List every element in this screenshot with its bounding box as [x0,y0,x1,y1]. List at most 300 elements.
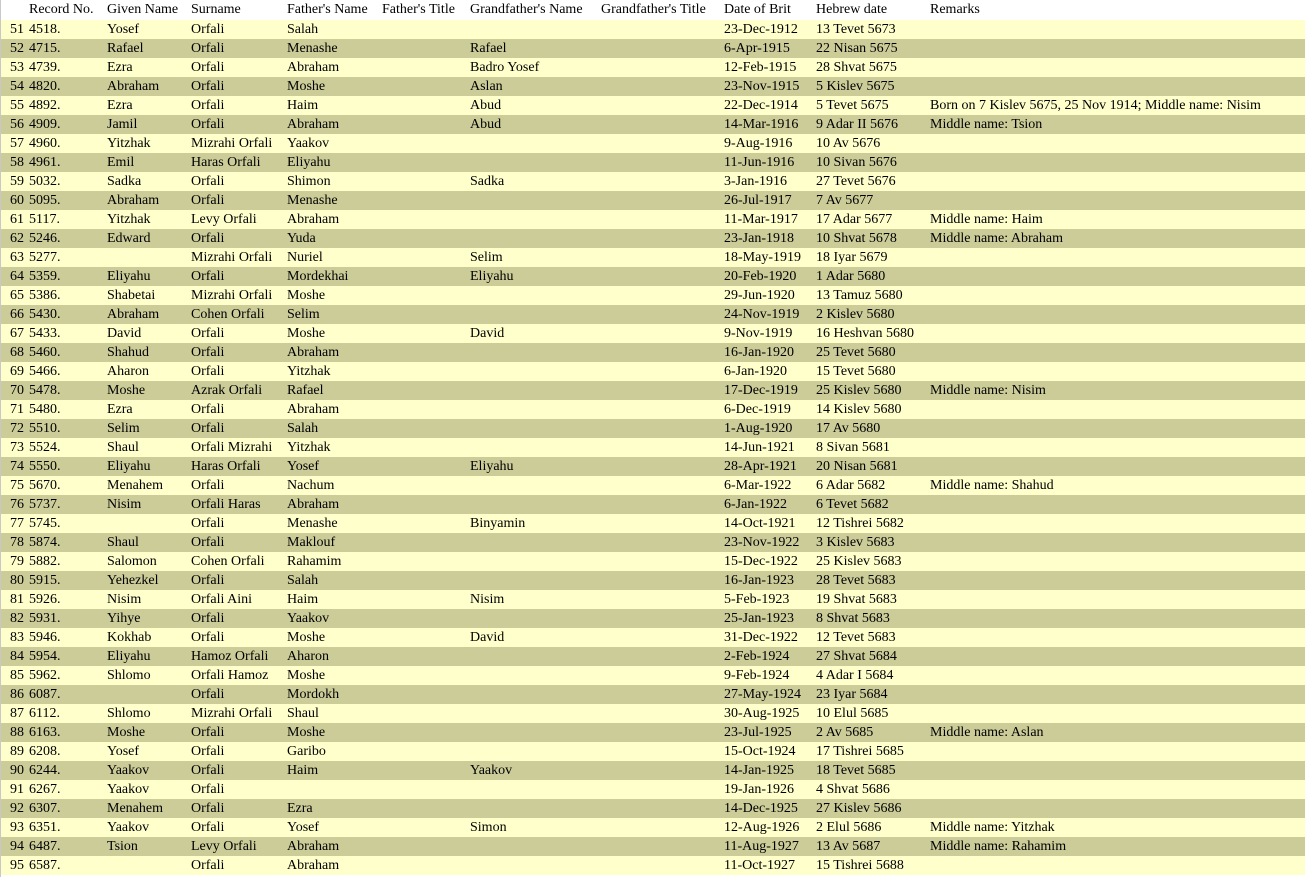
cell-hebrew-date: 10 Elul 5685 [816,706,889,721]
cell-fathers-title [382,286,470,305]
cell-date-of-brit: 14-Oct-1921 [724,516,796,531]
cell-surname: Orfali [191,345,225,360]
cell-surname: Orfali Haras [191,497,261,512]
cell-surname: Cohen Orfali [191,307,265,322]
column-header-grandfathers-title: Grandfather's Title [601,2,706,17]
cell-given-name: Shaul [107,535,139,550]
cell-grandfathers-title [601,666,724,685]
cell-given-name [107,514,191,533]
cell-index: 69 [10,364,24,379]
cell-fathers-name: Haim [287,592,319,607]
table-row [1,286,1305,305]
cell-fathers-title [382,742,470,761]
cell-remarks [930,780,1305,799]
table-row [1,571,1305,590]
cell-index: 67 [10,326,24,341]
table-row [1,153,1305,172]
cell-fathers-name: Menashe [287,41,338,56]
cell-date-of-brit: 9-Aug-1916 [724,136,793,151]
cell-date-of-brit: 6-Dec-1919 [724,402,791,417]
cell-index: 66 [10,307,24,322]
cell-hebrew-date: 25 Tevet 5680 [816,345,896,360]
cell-remarks [930,552,1305,571]
cell-surname: Orfali Hamoz [191,668,269,683]
cell-index: 70 [10,383,24,398]
cell-record-no: 5466. [29,364,61,379]
cell-grandfathers-title [601,590,724,609]
table-row [1,685,1305,704]
cell-fathers-title [382,590,470,609]
cell-grandfathers-name [470,685,601,704]
column-header-grandfathers-name: Grandfather's Name [470,2,583,17]
cell-remarks [930,77,1305,96]
cell-fathers-title [382,818,470,837]
cell-given-name: Yaakov [107,763,150,778]
cell-fathers-name: Moshe [287,630,326,645]
cell-given-name: Yaakov [107,782,150,797]
cell-surname: Orfali [191,611,225,626]
cell-grandfathers-name [470,723,601,742]
cell-index: 85 [10,668,24,683]
cell-grandfathers-title [601,704,724,723]
records-table [1,0,1305,875]
cell-hebrew-date: 15 Tishrei 5688 [816,858,904,873]
cell-index: 80 [10,573,24,588]
cell-record-no: 5931. [29,611,61,626]
cell-hebrew-date: 10 Av 5676 [816,136,881,151]
cell-hebrew-date: 27 Kislev 5686 [816,801,902,816]
cell-fathers-title [382,96,470,115]
cell-given-name: Aharon [107,364,149,379]
cell-grandfathers-name [470,666,601,685]
cell-remarks [930,134,1305,153]
cell-date-of-brit: 5-Feb-1923 [724,592,790,607]
cell-given-name: Kokhab [107,630,152,645]
cell-fathers-name: Rahamim [287,554,342,569]
table-row [1,609,1305,628]
cell-date-of-brit: 11-Mar-1917 [724,212,798,227]
cell-fathers-name: Salah [287,421,319,436]
cell-remarks [930,571,1305,590]
cell-hebrew-date: 12 Tishrei 5682 [816,516,904,531]
cell-surname: Orfali [191,820,225,835]
cell-record-no: 6487. [29,839,61,854]
cell-hebrew-date: 13 Tevet 5673 [816,22,896,37]
cell-grandfathers-name [470,210,601,229]
cell-grandfathers-name: Selim [470,250,503,265]
cell-surname: Orfali [191,516,225,531]
cell-remarks [930,286,1305,305]
cell-record-no: 5874. [29,535,61,550]
cell-surname: Cohen Orfali [191,554,265,569]
table-row [1,115,1305,134]
cell-fathers-title [382,799,470,818]
cell-date-of-brit: 14-Jan-1925 [724,763,794,778]
cell-record-no: 5460. [29,345,61,360]
cell-remarks [930,248,1305,267]
cell-fathers-title [382,229,470,248]
cell-grandfathers-name [470,362,601,381]
cell-hebrew-date: 15 Tevet 5680 [816,364,896,379]
table-row [1,381,1305,400]
cell-fathers-name: Rafael [287,383,324,398]
cell-date-of-brit: 6-Jan-1920 [724,364,787,379]
cell-index: 90 [10,763,24,778]
cell-date-of-brit: 23-Jul-1925 [724,725,792,740]
cell-grandfathers-title [601,77,724,96]
cell-record-no: 4909. [29,117,61,132]
cell-given-name: Moshe [107,725,146,740]
cell-surname: Orfali Aini [191,592,253,607]
cell-remarks [930,590,1305,609]
cell-given-name: Edward [107,231,151,246]
cell-fathers-title [382,362,470,381]
table-row [1,39,1305,58]
cell-record-no: 5433. [29,326,61,341]
cell-grandfathers-name [470,381,601,400]
cell-fathers-name: Haim [287,763,319,778]
cell-date-of-brit: 6-Apr-1915 [724,41,790,56]
cell-record-no: 5430. [29,307,61,322]
cell-date-of-brit: 27-May-1924 [724,687,801,702]
cell-hebrew-date: 22 Nisan 5675 [816,41,898,56]
cell-fathers-title [382,20,470,39]
cell-record-no: 5510. [29,421,61,436]
cell-grandfathers-title [601,723,724,742]
cell-given-name: Jamil [107,117,138,132]
cell-surname: Orfali [191,41,225,56]
cell-index: 68 [10,345,24,360]
cell-grandfathers-title [601,191,724,210]
table-row [1,362,1305,381]
cell-remarks [930,438,1305,457]
cell-grandfathers-name [470,343,601,362]
cell-index: 51 [10,22,24,37]
cell-hebrew-date: 4 Adar I 5684 [816,668,894,683]
cell-record-no: 6307. [29,801,61,816]
column-header-fathers-title: Father's Title [382,2,455,17]
cell-grandfathers-title [601,324,724,343]
cell-hebrew-date: 14 Kislev 5680 [816,402,902,417]
cell-hebrew-date: 27 Shvat 5684 [816,649,897,664]
cell-fathers-name: Abraham [287,402,340,417]
cell-date-of-brit: 20-Feb-1920 [724,269,797,284]
cell-remarks [930,20,1305,39]
cell-grandfathers-name [470,153,601,172]
table-row [1,457,1305,476]
cell-fathers-name: Garibo [287,744,326,759]
cell-grandfathers-name [470,780,601,799]
cell-record-no: 5962. [29,668,61,683]
cell-hebrew-date: 12 Tevet 5683 [816,630,896,645]
cell-fathers-title [382,457,470,476]
cell-fathers-title [382,552,470,571]
cell-remarks [930,457,1305,476]
cell-given-name: Shlomo [107,706,151,721]
cell-record-no: 6112. [29,706,60,721]
table-row [1,761,1305,780]
cell-index: 59 [10,174,24,189]
cell-index: 84 [10,649,24,664]
cell-fathers-name: Abraham [287,497,340,512]
cell-grandfathers-title [601,172,724,191]
cell-hebrew-date: 20 Nisan 5681 [816,459,898,474]
cell-record-no: 6587. [29,858,61,873]
table-row [1,647,1305,666]
cell-fathers-title [382,324,470,343]
cell-index: 72 [10,421,24,436]
cell-grandfathers-name: David [470,326,505,341]
cell-hebrew-date: 19 Shvat 5683 [816,592,897,607]
cell-grandfathers-name: Aslan [470,79,503,94]
cell-fathers-name: Aharon [287,649,329,664]
cell-given-name: Salomon [107,554,157,569]
cell-fathers-title [382,400,470,419]
cell-grandfathers-title [601,248,724,267]
cell-remarks [930,191,1305,210]
cell-grandfathers-title [601,381,724,400]
cell-record-no: 5386. [29,288,61,303]
cell-surname: Levy Orfali [191,839,257,854]
cell-date-of-brit: 17-Dec-1919 [724,383,798,398]
cell-grandfathers-title [601,742,724,761]
cell-fathers-title [382,153,470,172]
cell-fathers-name: Yitzhak [287,364,331,379]
cell-grandfathers-name [470,552,601,571]
cell-fathers-title [382,58,470,77]
cell-record-no: 5946. [29,630,61,645]
cell-remarks [930,58,1305,77]
cell-grandfathers-title [601,609,724,628]
cell-grandfathers-title [601,229,724,248]
cell-grandfathers-title [601,419,724,438]
cell-given-name: Yehezkel [107,573,159,588]
cell-remarks [930,495,1305,514]
cell-fathers-title [382,780,470,799]
cell-grandfathers-name [470,837,601,856]
cell-date-of-brit: 30-Aug-1925 [724,706,800,721]
cell-index: 61 [10,212,24,227]
cell-fathers-title [382,172,470,191]
cell-surname: Orfali [191,782,225,797]
cell-grandfathers-name [470,419,601,438]
cell-grandfathers-name [470,609,601,628]
cell-hebrew-date: 17 Adar 5677 [816,212,893,227]
cell-index: 55 [10,98,24,113]
cell-fathers-title [382,704,470,723]
cell-grandfathers-title [601,514,724,533]
cell-remarks [930,153,1305,172]
cell-given-name: Ezra [107,402,133,417]
cell-given-name: Nisim [107,497,142,512]
cell-remarks [930,39,1305,58]
cell-fathers-title [382,647,470,666]
cell-grandfathers-name [470,742,601,761]
cell-fathers-name: Shimon [287,174,331,189]
cell-index: 71 [10,402,24,417]
cell-date-of-brit: 6-Mar-1922 [724,478,792,493]
cell-hebrew-date: 28 Tevet 5683 [816,573,896,588]
cell-grandfathers-name [470,20,601,39]
table-row [1,628,1305,647]
cell-grandfathers-name [470,438,601,457]
cell-index: 91 [10,782,24,797]
cell-index: 93 [10,820,24,835]
column-header-given-name: Given Name [107,2,179,17]
column-header-surname: Surname [191,2,241,17]
cell-grandfathers-title [601,533,724,552]
cell-fathers-title [382,761,470,780]
cell-record-no: 5670. [29,478,61,493]
cell-index: 75 [10,478,24,493]
cell-date-of-brit: 15-Dec-1922 [724,554,798,569]
cell-fathers-title [382,666,470,685]
cell-grandfathers-title [601,58,724,77]
cell-grandfathers-name [470,704,601,723]
cell-index: 87 [10,706,24,721]
cell-hebrew-date: 6 Adar 5682 [816,478,886,493]
cell-hebrew-date: 5 Tevet 5675 [816,98,889,113]
header-row [1,0,1305,20]
table-row [1,343,1305,362]
cell-index: 62 [10,231,24,246]
cell-date-of-brit: 1-Aug-1920 [724,421,793,436]
cell-fathers-title [382,628,470,647]
cell-grandfathers-name: Sadka [470,174,505,189]
table-row [1,590,1305,609]
cell-fathers-name: Abraham [287,858,340,873]
cell-remarks: Born on 7 Kislev 5675, 25 Nov 1914; Middle name: Nisim [930,98,1261,113]
cell-index: 56 [10,117,24,132]
cell-date-of-brit: 12-Feb-1915 [724,60,797,75]
cell-surname: Orfali [191,117,225,132]
cell-fathers-title [382,210,470,229]
cell-date-of-brit: 14-Mar-1916 [724,117,799,132]
cell-fathers-name: Mordekhai [287,269,349,284]
cell-index: 95 [10,858,24,873]
cell-fathers-name: Haim [287,98,319,113]
cell-remarks [930,400,1305,419]
cell-hebrew-date: 23 Iyar 5684 [816,687,888,702]
cell-grandfathers-name [470,495,601,514]
cell-hebrew-date: 4 Shvat 5686 [816,782,890,797]
cell-date-of-brit: 11-Aug-1927 [724,839,799,854]
cell-surname: Mizrahi Orfali [191,250,273,265]
cell-given-name: Tsion [107,839,138,854]
cell-fathers-title [382,305,470,324]
cell-remarks [930,856,1305,875]
table-row [1,552,1305,571]
cell-grandfathers-name [470,571,601,590]
cell-index: 79 [10,554,24,569]
cell-remarks [930,172,1305,191]
table-row [1,818,1305,837]
cell-fathers-name: Moshe [287,725,326,740]
cell-record-no: 5095. [29,193,61,208]
cell-given-name: Eliyahu [107,269,151,284]
cell-record-no: 5117. [29,212,60,227]
column-header-record-no: Record No. [29,2,94,17]
table-row [1,780,1305,799]
cell-record-no: 4715. [29,41,61,56]
column-header-date-of-brit: Date of Brit [724,2,791,17]
cell-fathers-name: Nachum [287,478,335,493]
cell-date-of-brit: 23-Dec-1912 [724,22,798,37]
cell-surname: Orfali [191,744,225,759]
cell-remarks [930,799,1305,818]
cell-fathers-name: Mordokh [287,687,340,702]
column-header-fathers-name: Father's Name [287,2,368,17]
cell-remarks: Middle name: Haim [930,212,1043,227]
cell-surname: Mizrahi Orfali [191,706,273,721]
cell-fathers-name: Moshe [287,668,326,683]
column-header-index [1,0,29,20]
cell-hebrew-date: 9 Adar II 5676 [816,117,899,132]
cell-surname: Haras Orfali [191,155,261,170]
cell-given-name: Yosef [107,744,140,759]
cell-surname: Orfali [191,231,225,246]
cell-given-name: Abraham [107,193,160,208]
cell-record-no: 5550. [29,459,61,474]
table-row [1,77,1305,96]
cell-record-no: 5926. [29,592,61,607]
cell-date-of-brit: 9-Nov-1919 [724,326,793,341]
cell-record-no: 6267. [29,782,61,797]
cell-hebrew-date: 3 Kislev 5683 [816,535,895,550]
cell-date-of-brit: 14-Jun-1921 [724,440,795,455]
cell-record-no: 4820. [29,79,61,94]
cell-surname: Orfali [191,535,225,550]
cell-hebrew-date: 5 Kislev 5675 [816,79,895,94]
cell-grandfathers-title [601,305,724,324]
cell-index: 92 [10,801,24,816]
cell-grandfathers-name: Badro Yosef [470,60,540,75]
cell-hebrew-date: 27 Tevet 5676 [816,174,896,189]
cell-given-name: Yaakov [107,820,150,835]
cell-grandfathers-name: Yaakov [470,763,513,778]
cell-hebrew-date: 10 Shvat 5678 [816,231,897,246]
cell-hebrew-date: 2 Av 5685 [816,725,874,740]
cell-grandfathers-title [601,153,724,172]
cell-hebrew-date: 17 Av 5680 [816,421,881,436]
cell-fathers-name: Eliyahu [287,155,331,170]
cell-grandfathers-title [601,286,724,305]
table-row [1,305,1305,324]
cell-record-no: 5277. [29,250,61,265]
table-row [1,96,1305,115]
cell-remarks [930,362,1305,381]
cell-hebrew-date: 13 Av 5687 [816,839,881,854]
cell-date-of-brit: 23-Jan-1918 [724,231,794,246]
cell-fathers-title [382,39,470,58]
cell-index: 64 [10,269,24,284]
cell-surname: Orfali [191,193,225,208]
cell-fathers-title [382,134,470,153]
cell-hebrew-date: 25 Kislev 5680 [816,383,902,398]
cell-grandfathers-name: Abud [470,98,502,113]
cell-given-name: Ezra [107,60,133,75]
cell-fathers-name: Abraham [287,839,340,854]
cell-fathers-name: Abraham [287,117,340,132]
table-row [1,799,1305,818]
cell-fathers-title [382,685,470,704]
cell-date-of-brit: 31-Dec-1922 [724,630,798,645]
cell-surname: Mizrahi Orfali [191,288,273,303]
cell-fathers-title [382,514,470,533]
cell-given-name: Ezra [107,98,133,113]
cell-grandfathers-name: Eliyahu [470,459,514,474]
cell-surname: Orfali [191,630,225,645]
